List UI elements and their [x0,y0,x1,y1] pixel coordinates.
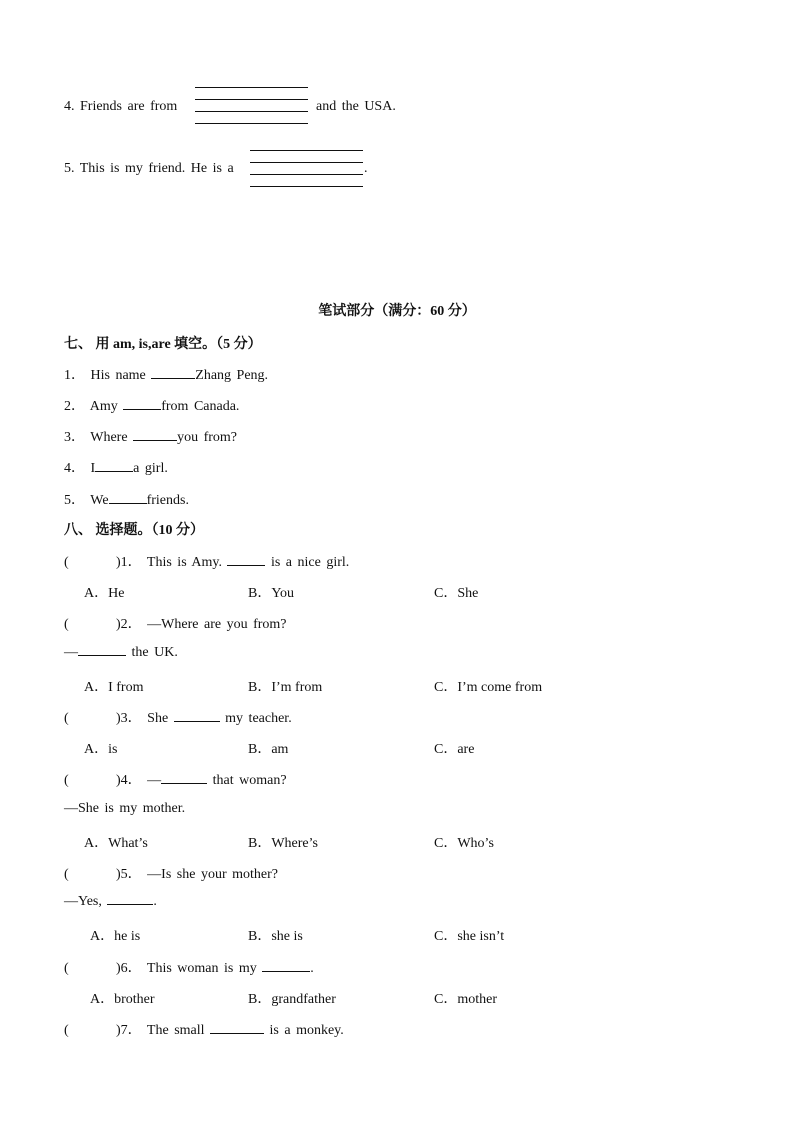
item-text-after: you from? [177,430,237,445]
stem-before: She [147,711,169,726]
s8-question-1 [64,551,349,571]
option-c[interactable]: C．She [434,586,479,601]
stem-after: . [310,961,314,976]
item-number: 2． [64,399,85,414]
stem: —Where are you from? [147,617,287,632]
option-c[interactable]: C．Who’s [434,836,494,851]
answer-paren[interactable]: ( [64,867,69,882]
stem-after: my teacher. [225,711,292,726]
answer-blank[interactable] [78,654,126,656]
option-a[interactable]: A．he is [90,929,141,944]
s7-item-1 [64,364,268,384]
stem-before: The small [146,1023,205,1038]
option-a[interactable]: A．I from [84,680,144,695]
answer-blank[interactable] [95,470,133,472]
stem-before: — [147,773,162,788]
section7-title: 七、 用 am, is,are 填空。（5 分） [64,337,262,352]
option-b[interactable]: B．I’m from [248,680,323,695]
question-number: )4． [116,773,142,788]
option-b[interactable]: B．Where’s [248,836,318,851]
item-text-before: His name [90,368,146,383]
answer-paren[interactable]: ( [64,711,69,726]
item-number: 1． [64,368,85,383]
question-number: )2． [116,617,142,632]
q5-text-before: 5. This is my friend. He is a [64,161,234,176]
s8-question-7 [64,1019,344,1039]
reply-before: — [64,645,78,660]
stem-after: is a monkey. [269,1023,344,1038]
writing-line [250,162,363,163]
option-b[interactable]: B．grandfather [248,992,336,1007]
writing-line [195,99,308,100]
option-b[interactable]: B．You [248,586,295,601]
item-text-after: from Canada. [161,399,240,414]
q4-text-after: and the USA. [316,99,396,114]
written-section-heading: 笔试部分（满分：60 分） [318,304,476,319]
writing-line [250,186,363,187]
question-number: )7． [116,1023,142,1038]
answer-blank[interactable] [161,782,207,784]
writing-line [195,123,308,124]
s8-question-5 [64,863,278,883]
reply-before: —Yes, [64,894,102,909]
s8-question-2 [64,613,287,633]
q5-text-after: . [364,161,368,176]
reply-after: the UK. [131,645,178,660]
item-text-before: We [90,493,109,508]
question-number: )5． [116,867,142,882]
s8-question-6 [64,957,314,977]
s8-question-3 [64,707,292,727]
item-text-after: friends. [146,493,189,508]
option-a[interactable]: A．What’s [84,836,148,851]
writing-line [250,174,363,175]
s8-reply-4: —She is my mother. [64,801,186,816]
stem-before: This is Amy. [146,555,222,570]
s7-item-3 [64,426,237,446]
stem-after: is a nice girl. [270,555,350,570]
item-text-before: Where [90,430,128,445]
option-c[interactable]: C．mother [434,992,497,1007]
q4-text-before: 4. Friends are from [64,99,178,114]
item-number: 5． [64,493,85,508]
answer-blank[interactable] [151,377,195,379]
option-b[interactable]: B．she is [248,929,303,944]
answer-blank[interactable] [123,408,161,410]
writing-line [195,111,308,112]
s8-reply-5 [64,894,157,910]
answer-paren[interactable]: ( [64,617,69,632]
item-number: 4． [64,461,85,476]
answer-blank[interactable] [107,903,153,905]
stem-after: that woman? [212,773,287,788]
answer-blank[interactable] [133,439,177,441]
option-a[interactable]: A．is [84,742,118,757]
option-a[interactable]: A．He [84,586,125,601]
stem-before: This woman is my [146,961,257,976]
item-text-after: a girl. [133,461,168,476]
option-c[interactable]: C．she isn’t [434,929,505,944]
answer-blank[interactable] [210,1032,264,1034]
option-a[interactable]: A．brother [90,992,155,1007]
item-text-before: Amy [89,399,118,414]
answer-blank[interactable] [227,564,265,566]
option-c[interactable]: C．I’m come from [434,680,543,695]
answer-paren[interactable]: ( [64,1023,69,1038]
s8-question-4 [64,769,287,789]
answer-blank[interactable] [262,970,310,972]
writing-line [250,150,363,151]
item-text-after: Zhang Peng. [195,368,269,383]
stem: —Is she your mother? [147,867,278,882]
answer-paren[interactable]: ( [64,961,69,976]
s7-item-5 [64,489,189,509]
question-number: )3． [116,711,142,726]
answer-paren[interactable]: ( [64,773,69,788]
option-b[interactable]: B．am [248,742,289,757]
section8-title: 八、 选择题。（10 分） [64,523,204,538]
question-number: )1． [116,555,142,570]
item-number: 3． [64,430,85,445]
option-c[interactable]: C．are [434,742,475,757]
answer-blank[interactable] [109,502,147,504]
s7-item-4 [64,457,168,477]
answer-blank[interactable] [174,720,220,722]
question-number: )6． [116,961,142,976]
reply-after: . [153,894,157,909]
s8-reply-2 [64,645,178,661]
item-text-before: I [90,461,96,476]
writing-line [195,87,308,88]
answer-paren[interactable]: ( [64,555,69,570]
s7-item-2 [64,395,239,415]
